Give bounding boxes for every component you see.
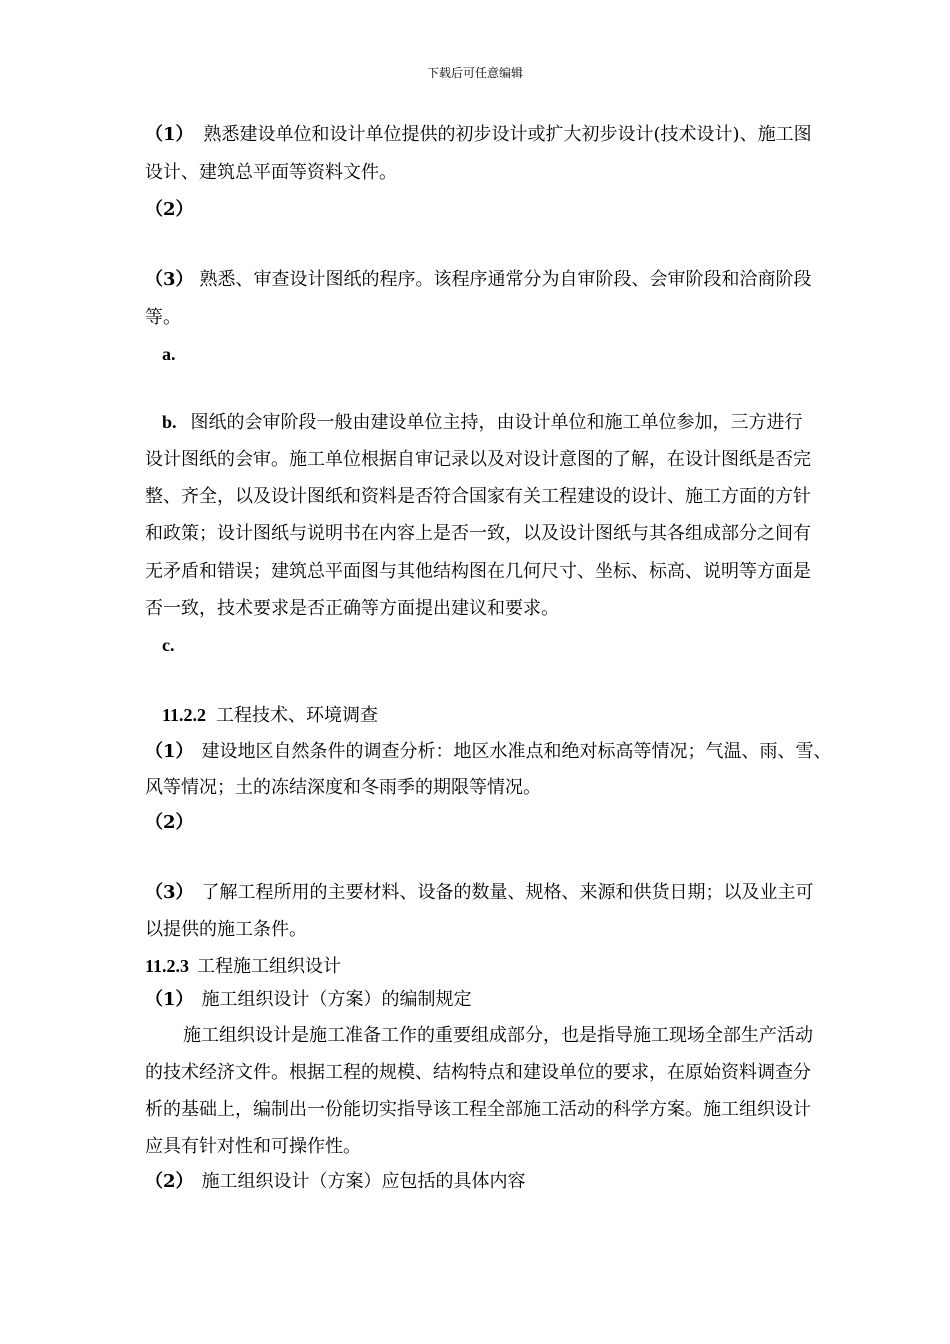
item-2-number: （2） — [145, 199, 194, 220]
section-11-2-2-number: 11.2.2 — [162, 705, 207, 725]
section-11-2-3-heading — [145, 954, 341, 979]
item-3-line-1 — [145, 268, 812, 292]
design-item-1-title: 施工组织设计（方案）的编制规定 — [201, 989, 472, 1010]
design-item-1-line-3: 析的基础上，编制出一份能切实指导该工程全部施工活动的科学方案。施工组织设计 — [145, 1099, 811, 1120]
design-item-1-number: （1） — [145, 989, 194, 1010]
item-1-number: （1） — [145, 124, 194, 145]
item-1-line-2: 设计、建筑总平面等资料文件。 — [145, 162, 397, 183]
sub-item-b-text: 图纸的会审阶段一般由建设单位主持，由设计单位和施工单位参加，三方进行 — [190, 412, 803, 433]
design-item-2-number: （2） — [145, 1171, 194, 1192]
item-2 — [145, 198, 194, 222]
env-item-3-text: 了解工程所用的主要材料、设备的数量、规格、来源和供货日期；以及业主可 — [201, 882, 814, 903]
section-11-2-3-number: 11.2.3 — [145, 956, 190, 976]
env-item-1-line-2: 风等情况；土的冻结深度和冬雨季的期限等情况。 — [145, 777, 541, 798]
sub-item-b-line-1 — [162, 410, 803, 435]
env-item-3-line-2: 以提供的施工条件。 — [145, 919, 307, 940]
design-item-2-title: 施工组织设计（方案）应包括的具体内容 — [201, 1171, 526, 1192]
sub-item-b-line-2: 设计图纸的会审。施工单位根据自审记录以及对设计意图的了解，在设计图纸是否完 — [145, 449, 811, 470]
section-11-2-3-title: 工程施工组织设计 — [197, 956, 342, 977]
env-item-3-number: （3） — [145, 882, 194, 903]
env-item-1-text: 建设地区自然条件的调查分析：地区水准点和绝对标高等情况；气温、雨、雪、 — [201, 741, 832, 762]
item-1-text: 熟悉建设单位和设计单位提供的初步设计或扩大初步设计(技术设计)、施工图 — [203, 124, 812, 145]
item-3-text: 熟悉、审查设计图纸的程序。该程序通常分为自审阶段、会审阶段和洽商阶段 — [199, 269, 812, 290]
sub-item-b-line-6: 否一致，技术要求是否正确等方面提出建议和要求。 — [145, 598, 559, 619]
design-item-1-line-1: 施工组织设计是施工准备工作的重要组成部分，也是指导施工现场全部生产活动 — [183, 1025, 813, 1046]
sub-item-b-line-5: 无矛盾和错误；建筑总平面图与其他结构图在几何尺寸、坐标、标高、说明等方面是 — [145, 561, 811, 582]
env-item-1-line-1 — [145, 740, 832, 764]
design-item-1-line-4: 应具有针对性和可操作性。 — [145, 1136, 361, 1157]
section-11-2-2-title: 工程技术、环境调查 — [216, 705, 379, 726]
page-header: 下载后可任意编辑 — [426, 66, 523, 80]
env-item-2 — [145, 811, 194, 835]
env-item-3-line-1 — [145, 881, 814, 905]
design-item-1-heading — [145, 988, 472, 1012]
design-item-1-line-2: 的技术经济文件。根据工程的规模、结构特点和建设单位的要求，在原始资料调查分 — [145, 1062, 811, 1083]
section-11-2-2-heading — [162, 703, 378, 728]
env-item-2-number: （2） — [145, 812, 194, 833]
item-3-line-2: 等。 — [145, 307, 181, 328]
item-3-number: （3） — [145, 269, 194, 290]
env-item-1-number: （1） — [145, 741, 194, 762]
design-item-2-heading — [145, 1170, 526, 1194]
sub-item-b-line-3: 整、齐全，以及设计图纸和资料是否符合国家有关工程建设的设计、施工方面的方针 — [145, 486, 811, 507]
sub-item-b-label: b. — [162, 412, 177, 432]
sub-item-a: a. — [162, 344, 176, 364]
sub-item-b-line-4: 和政策；设计图纸与说明书在内容上是否一致，以及设计图纸与其各组成部分之间有 — [145, 523, 811, 544]
item-1-line-1 — [145, 123, 812, 147]
sub-item-c: c. — [162, 635, 175, 655]
